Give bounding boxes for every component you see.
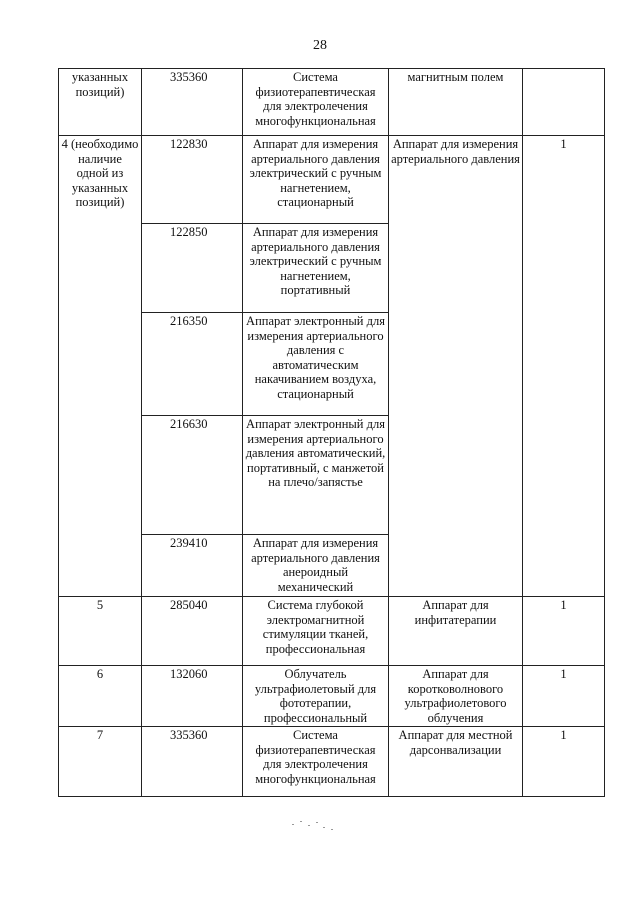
- cell-device: Аппарат для местной дарсонвализации: [389, 727, 523, 797]
- cell-group: 7: [59, 727, 142, 797]
- cell-count: 1: [523, 727, 605, 797]
- cell-device: Аппарат для коротковолнового ультрафиолетового облучения: [389, 666, 523, 727]
- cell-name: Система физиотерапевтическая для электролечения многофункциональная: [243, 727, 389, 797]
- cell-device: Аппарат для инфитатерапии: [389, 597, 523, 666]
- cell-code: 285040: [142, 597, 243, 666]
- cell-group: 6: [59, 666, 142, 727]
- cell-group: 4 (необходимо наличие одной из указанных позиций): [59, 136, 142, 597]
- table-row: [59, 69, 605, 136]
- table-row: [59, 666, 605, 727]
- cell-code: 216630: [142, 416, 243, 535]
- table-row: [59, 136, 605, 224]
- cell-group: 5: [59, 597, 142, 666]
- cell-count: 1: [523, 666, 605, 727]
- scan-speckle: [290, 818, 340, 832]
- cell-name: Система глубокой электромагнитной стимуляции тканей, профессиональная: [243, 597, 389, 666]
- equipment-table-container: [58, 68, 604, 797]
- cell-code: 216350: [142, 313, 243, 416]
- cell-code: 122830: [142, 136, 243, 224]
- table-row: [59, 727, 605, 797]
- cell-name: Аппарат для измерения артериального давления электрический с ручным нагнетением, портативный: [243, 224, 389, 313]
- cell-code: 335360: [142, 69, 243, 136]
- cell-code: 239410: [142, 535, 243, 597]
- cell-device: Аппарат для измерения артериального давления: [389, 136, 523, 597]
- cell-code: 132060: [142, 666, 243, 727]
- cell-name: Облучатель ультрафиолетовый для фототерапии, профессиональный: [243, 666, 389, 727]
- page-number: 28: [313, 38, 327, 53]
- cell-name: Аппарат для измерения артериального давления анероидный механический: [243, 535, 389, 597]
- cell-name: Аппарат электронный для измерения артериального давления автоматический, портативный, с манжетой на плечо/запястье: [243, 416, 389, 535]
- cell-group: указанных позиций): [59, 69, 142, 136]
- cell-count: 1: [523, 136, 605, 597]
- table-row: [59, 597, 605, 666]
- cell-code: 335360: [142, 727, 243, 797]
- cell-name: Аппарат для измерения артериального давления электрический с ручным нагнетением, стационарный: [243, 136, 389, 224]
- cell-name: Аппарат электронный для измерения артериального давления с автоматическим накачиванием воздуха, стационарный: [243, 313, 389, 416]
- cell-name: Система физиотерапевтическая для электролечения многофункциональная: [243, 69, 389, 136]
- cell-device: магнитным полем: [389, 69, 523, 136]
- equipment-table: [58, 68, 605, 797]
- cell-code: 122850: [142, 224, 243, 313]
- cell-count: 1: [523, 597, 605, 666]
- cell-count: [523, 69, 605, 136]
- equipment-table-body: [59, 69, 605, 797]
